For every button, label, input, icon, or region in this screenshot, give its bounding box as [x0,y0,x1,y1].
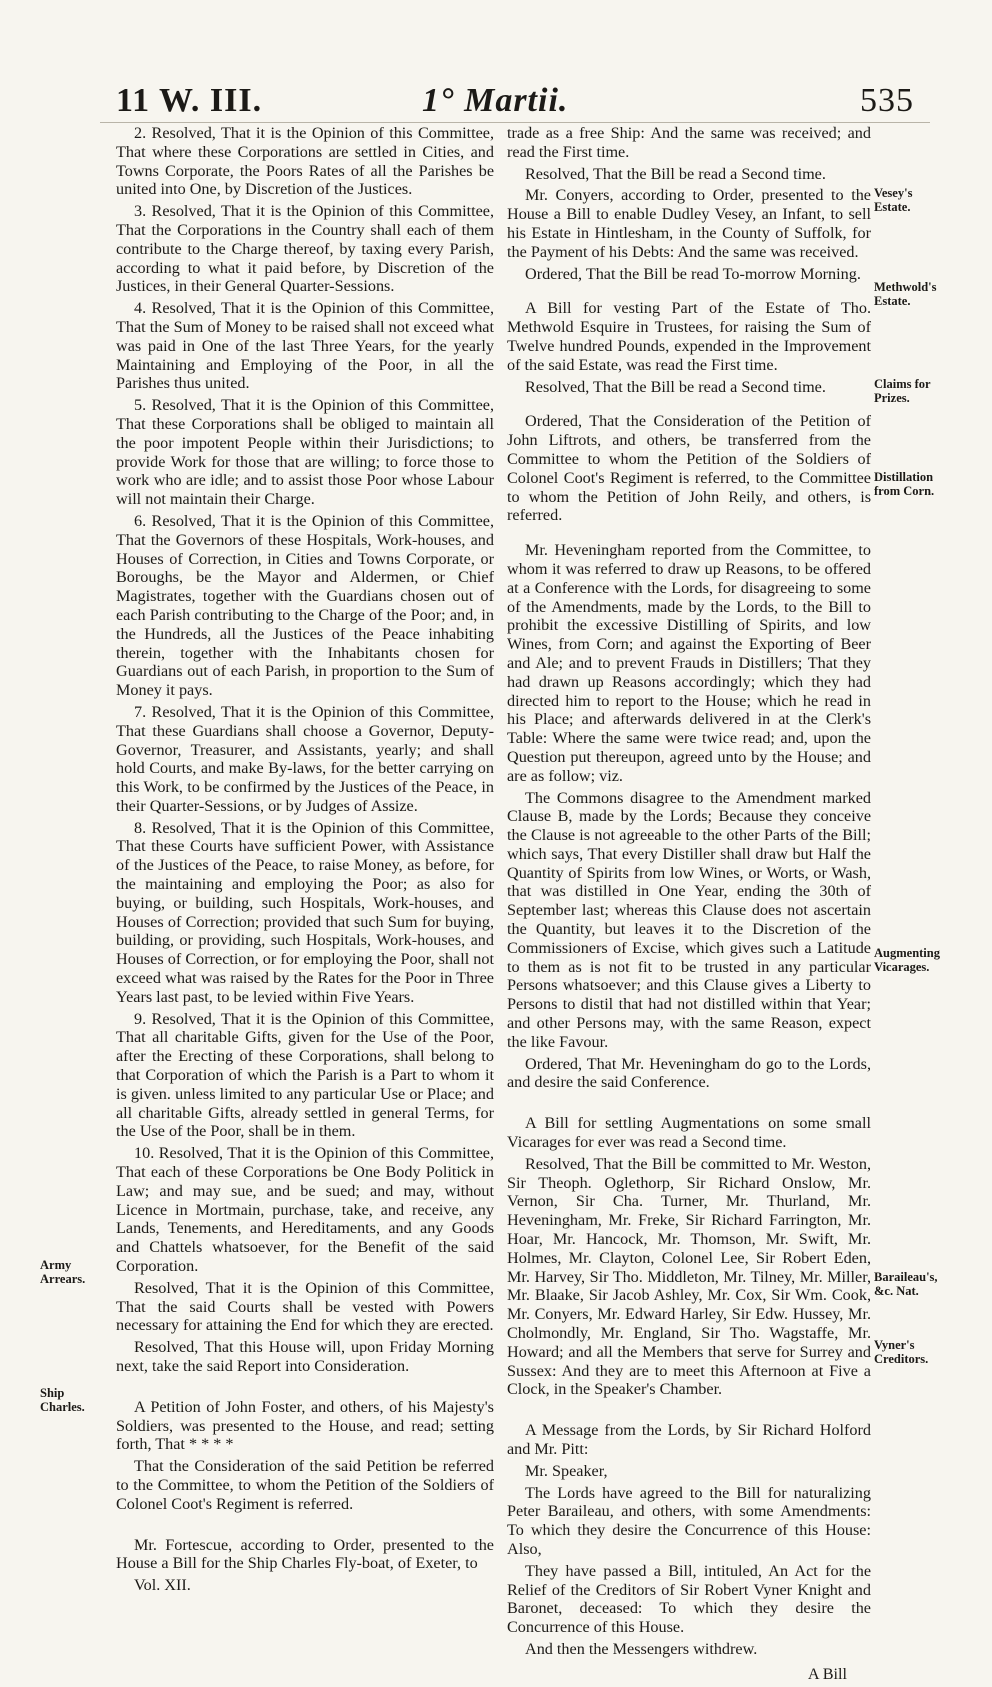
bill-ship-charles: Mr. Fortescue, according to Order, presented to the House a Bill for the Ship Charles Fly-boat, of Exeter, to [116,1535,494,1573]
running-head-regnal-year: 11 W. III. [116,82,263,119]
order-petition-liftrots: Ordered, That the Consideration of the Petition of John Liftrots, and others, be transferred from the Committee to whom the Petition of the Soldiers of Colonel Coot's Regiment is referred, to the Committee to whom the Petition of John Reily, and others, is referred. [507,412,871,525]
margin-note-vesey-estate: Vesey's Estate. [874,186,913,214]
resolution-5: 5. Resolved, That it is the Opinion of this Committee, That these Corporations shall be obliged to maintain all the poor impotent People within their Jurisdictions; to provide Work for those that are willing; to force those to work who are idle; and to assist those Poor whose Labour will not maintain their Charge. [116,396,494,509]
ship-charles-second-reading: Resolved, That the Bill be read a Second time. [525,164,826,183]
committee-members: Resolved, That the Bill be committed to Mr. Weston, Sir Theoph. Oglethorp, Sir Richard Onslow, Mr. Vernon, Sir Cha. Turner, Mr. Thurland, Mr. Heveningham, Mr. Freke, Sir Richard Farrington, Mr. Hoar, Mr. Hancock, Mr. Thomson, Mr. Swift, Mr. Holmes, Mr. Clayton, Colonel Lee, Sir Robert Eden, Mr. Harvey, Sir Tho. Middleton, Mr. Tilney, Mr. Miller, Mr. Blaake, Sir Jacob Ashley, Mr. Cox, Sir Wm. Cook, Mr. Conyers, Mr. Edward Harley, Sir Edw. Hussey, Mr. Cholmondly, Mr. England, Sir Tho. Wagstaffe, Mr. Howard; and all the Members that serve for Surrey and Sussex: And they are to meet this Afternoon at Five a Clock, in the Speaker's Chamber. [507,1154,871,1399]
margin-note-distillation: Distillation from Corn. [874,470,935,498]
resolution-2: 2. Resolved, That it is the Opinion of this Committee, That where these Corporations are settled in Cities, and Towns Corporate, the Poors Rates of all the Parishes be united into One, by Discretion of the Justices. [116,124,494,199]
lords-passed-vyner-bill: They have passed a Bill, intituled, An Act for the Relief of the Creditors of Sir Robert Vyner Knight and Baronet, deceased: To which they desire the Concurrence of this House. [507,1561,871,1637]
bill-methwold-estate: A Bill for vesting Part of the Estate of Tho. Methwold Esquire in Trustees, for raising the Sum of Twelve hundred Pounds, expended in the Improvement of the said Estate, was read the First time. [507,299,871,374]
resolution-7: 7. Resolved, That it is the Opinion of this Committee, That these Guardians shall choose a Governor, Deputy-Governor, Treasurer, and Assistants, yearly; and shall hold Courts, and make By-laws, for the better carrying on this Work, to be confirmed by the Justices of the Peace, in their Quarter-Sessions, or by Judges of Assize. [116,702,494,815]
margin-note-augmenting-vicarages: Augmenting Vicarages. [874,946,940,974]
volume-footer: Vol. XII. [134,1576,191,1595]
resolution-3: 3. Resolved, That it is the Opinion of this Committee, That the Corporations in the Country shall each of them contribute to the Charge thereof, by taxing every Parish, according to what it paid before, by Discretion of the Justices, in their General Quarter-Sessions. [116,202,494,296]
commons-disagree-clause-b: The Commons disagree to the Amendment marked Clause B, made by the Lords; Because they conceive the Clause is not agreeable to the other Parts of the Bill; which says, That every Distiller shall draw but Half the Quantity of Spirits from low Wines, or Worts, or Wash, that was distilled in One Year, ending the 30th of September last; whereas this Clause does not ascertain the Quantity, but leaves it to the Discretion of the Commissioners of Excise, which gives such a Latitude to them as is not fit to be trusted in any particular Persons whatsoever; and this Clause gives a Liberty to Persons to distil that had not distilled within that Year; and other Persons may, with the same Reason, expect the like Favour. [507,788,871,1051]
bill-augmenting-vicarages: A Bill for settling Augmentations on some small Vicarages for ever was read a Second time. [507,1114,871,1152]
catchword: A Bill [807,1664,847,1683]
methwold-second-reading: Resolved, That the Bill be read a Second time. [525,377,826,396]
resolution-9: 9. Resolved, That it is the Opinion of this Committee, That all charitable Gifts, given for the Use of the Poor, after the Erecting of these Corporations, shall belong to that Corporation of which the Parish is a Part to whom it is given. unless limited to any particular Use or Place; and all charitable Gifts, already settled in general Terms, for the Use of the Poor, shall be in them. [116,1009,494,1141]
order-heveningham-conference: Ordered, That Mr. Heveningham do go to the Lords, and desire the said Conference. [507,1054,871,1092]
margin-note-methwold-estate: Methwold's Estate. [874,280,937,308]
margin-note-claims-prizes: Claims for Prizes. [874,377,931,405]
margin-note-vyner-creditors: Vyner's Creditors. [874,1338,929,1366]
message-from-lords: A Message from the Lords, by Sir Richard Holford and Mr. Pitt: [507,1421,871,1458]
resolution-10: 10. Resolved, That it is the Opinion of this Committee, That each of these Corporations be One Body Politick in Law; and may sue, and be sued; and may, without Licence in Mortmain, purchase, take, and receive, any Lands, Tenements, and Hereditaments, and any Goods and Chattels whatsoever, for the Benefit of the said Corporation. [116,1144,494,1276]
margin-note-ship-charles: Ship Charles. [40,1386,85,1414]
right-column [507,124,871,1687]
vesey-order: Ordered, That the Bill be read To-morrow Morning. [525,264,861,283]
left-column [116,124,494,1598]
margin-note-army-arrears: Army Arrears. [40,1258,86,1286]
page-number: 535 [860,82,914,119]
resolution-4: 4. Resolved, That it is the Opinion of this Committee, That the Sum of Money to be raised shall not exceed what was paid in One of the last Three Years, for the yearly Maintaining and Employing of the Poor, in all the Parishes thus united. [116,299,494,393]
header-rule [100,122,930,123]
resolution-6: 6. Resolved, That it is the Opinion of this Committee, That the Governors of these Hospitals, Work-houses, and Houses of Correction, in Cities and Towns Corporate, or Boroughs, be the Mayor and Aldermen, or Chief Magistrates, together with the Guardians chosen out of each Parish contributing to the Charge of the Poor; and, in the Hundreds, all the Justices of the Peace inhabiting therein, together with the Inhabitants chosen for Guardians out of each Parish, in proportion to the Sum of Money it pays. [116,511,494,700]
margin-note-baraileau: Baraileau's, &c. Nat. [874,1270,938,1298]
address-speaker: Mr. Speaker, [525,1461,608,1480]
report-heveningham: Mr. Heveningham reported from the Committee, to whom it was referred to draw up Reasons, to be offered at a Conference with the Lords, for disagreeing to some of the Amendments, made by the Lords, to the Bill to prohibit the excessive Distilling of Spirits, and low Wines, from Corn; and against the Exporting of Beer and Ale; and to prevent Frauds in Distillers; That they had drawn up Reasons accordingly; which they had directed him to report to the House; which he read in his Place; and afterwards delivered in at the Clerk's Table: Where the same were twice read; and, upon the Question put thereupon, agreed unto by the House; and are as follow; viz. [507,541,871,785]
running-head-date: 1° Martii. [422,82,569,119]
messengers-withdrew: And then the Messengers withdrew. [525,1639,758,1658]
ship-charles-continued: trade as a free Ship: And the same was received; and read the First time. [507,124,871,161]
petition-referral: That the Consideration of the said Petition be referred to the Committee, to whom the Petition of the Soldiers of Colonel Coot's Regiment is referred. [116,1457,494,1513]
resolution-report-friday: Resolved, That this House will, upon Friday Morning next, take the said Report into Consideration. [116,1338,494,1375]
lords-agreed-naturalizing: The Lords have agreed to the Bill for naturalizing Peter Baraileau, and others, with some Amendments: To which they desire the Concurrence of this House: Also, [507,1483,871,1558]
petition-john-foster: A Petition of John Foster, and others, of his Majesty's Soldiers, was presented to the House, and read; setting forth, That * * * * [116,1397,494,1454]
bill-dudley-vesey: Mr. Conyers, according to Order, presented to the House a Bill to enable Dudley Vesey, an Infant, to sell his Estate in Hintlesham, in the County of Suffolk, for the Payment of his Debts: And the same was received. [507,186,871,261]
resolution-8: 8. Resolved, That it is the Opinion of this Committee, That these Courts have sufficient Power, with Assistance of the Justices of the Peace, to raise Money, as before, for the maintaining and employing the Poor; as also for buying, or building, such Hospitals, Work-houses, and Houses of Correction; provided that such Sum for buying, building, or providing, such Hospitals, Work-houses, and Houses of Correction, or for employing the Poor, shall not exceed what was raised by the Rates for the Poor in Three Years last past, to be levied within Five Years. [116,818,494,1006]
resolution-courts-powers: Resolved, That it is the Opinion of this Committee, That the said Courts shall be vested with Powers necessary for attaining the End for which they are erected. [116,1278,494,1335]
